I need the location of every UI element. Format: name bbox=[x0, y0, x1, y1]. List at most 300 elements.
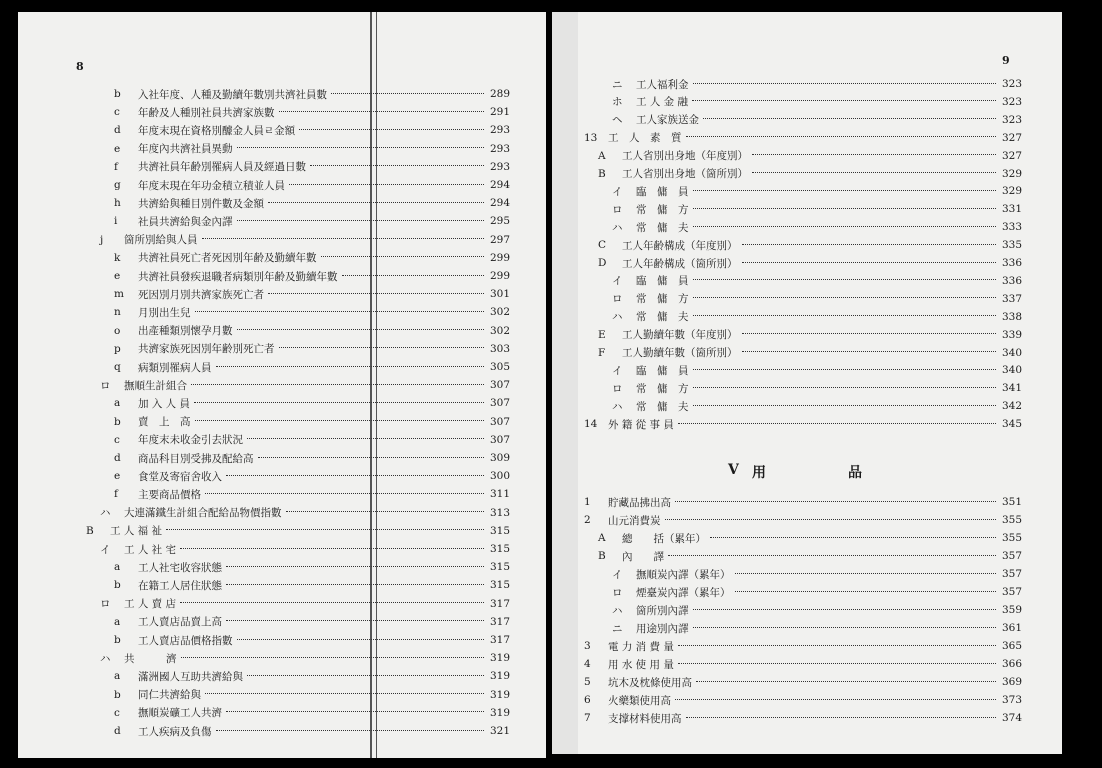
dot-leader bbox=[299, 128, 484, 130]
entry-title: 常 傭 方 bbox=[636, 382, 689, 395]
entry-page-number: 315 bbox=[489, 543, 510, 555]
dot-leader bbox=[742, 332, 997, 334]
entry-page-number: 315 bbox=[489, 579, 510, 592]
section-title-part: 品 bbox=[848, 465, 864, 481]
toc-entry bbox=[612, 219, 1022, 235]
toc-entry bbox=[114, 468, 510, 484]
entry-title: 工人家族送金 bbox=[636, 114, 699, 127]
dot-leader bbox=[665, 518, 997, 520]
toc-entry bbox=[100, 650, 510, 666]
entry-marker: B bbox=[86, 524, 94, 537]
entry-marker: h bbox=[114, 197, 121, 210]
entry-marker: ヘ bbox=[612, 114, 623, 127]
entry-marker: e bbox=[114, 270, 121, 282]
toc-entry bbox=[114, 304, 510, 320]
entry-page-number: 357 bbox=[1001, 586, 1022, 598]
entry-marker: A bbox=[598, 532, 606, 544]
entry-title: 工 人 素 質 bbox=[608, 132, 682, 145]
toc-entry bbox=[114, 559, 510, 575]
entry-page-number: 317 bbox=[489, 615, 510, 628]
toc-entry bbox=[114, 668, 510, 684]
dot-leader bbox=[237, 219, 485, 221]
page-number: 9 bbox=[1002, 54, 1010, 67]
entry-title: 總 括（累年） bbox=[622, 532, 706, 545]
dot-leader bbox=[693, 608, 997, 610]
dot-leader bbox=[693, 368, 997, 370]
dot-leader bbox=[678, 422, 996, 424]
dot-leader bbox=[205, 492, 484, 494]
dot-leader bbox=[226, 619, 484, 621]
entry-title: 共濟社員死亡者死因別年齢及勤續年數 bbox=[138, 252, 317, 265]
entry-page-number: 329 bbox=[1001, 167, 1022, 180]
toc-entry bbox=[612, 94, 1022, 110]
dot-leader bbox=[693, 225, 997, 227]
dot-leader bbox=[693, 626, 997, 628]
toc-entry bbox=[100, 377, 510, 393]
toc-entry bbox=[114, 177, 510, 193]
toc-entry bbox=[598, 237, 1022, 253]
entry-title: 出產種類別懷孕月數 bbox=[138, 325, 233, 338]
toc-entry bbox=[114, 614, 510, 630]
dot-leader bbox=[310, 164, 484, 166]
entry-title: 電 力 消 費 量 bbox=[608, 640, 674, 653]
toc-entry bbox=[114, 450, 510, 466]
entry-title: 工人賣店品價格指數 bbox=[138, 634, 233, 647]
toc-entry bbox=[584, 692, 1022, 708]
entry-page-number: 299 bbox=[489, 270, 510, 282]
entry-marker: b bbox=[114, 579, 121, 592]
entry-page-number: 319 bbox=[489, 670, 510, 683]
entry-marker: 6 bbox=[584, 694, 591, 706]
toc-entry bbox=[584, 130, 1022, 146]
entry-title: 工人省別出身地（年度別） bbox=[622, 150, 748, 163]
entry-page-number: 361 bbox=[1001, 622, 1022, 634]
entry-title: 加 入 人 員 bbox=[138, 397, 191, 410]
toc-entry bbox=[114, 250, 510, 266]
toc-entry bbox=[114, 268, 510, 284]
entry-marker: ハ bbox=[612, 221, 623, 234]
entry-title: 工人年齢構成（箇所別） bbox=[622, 257, 738, 270]
entry-marker: a bbox=[114, 670, 121, 683]
entry-marker: 5 bbox=[584, 676, 591, 688]
toc-entry bbox=[584, 494, 1022, 510]
entry-title: 常 傭 方 bbox=[636, 203, 689, 216]
entry-page-number: 373 bbox=[1001, 694, 1022, 706]
left-page bbox=[18, 12, 546, 758]
toc-entry bbox=[612, 309, 1022, 325]
entry-page-number: 335 bbox=[1001, 239, 1022, 252]
entry-page-number: 327 bbox=[1001, 149, 1022, 162]
entry-page-number: 301 bbox=[489, 288, 510, 301]
entry-marker: B bbox=[598, 550, 606, 562]
toc-entry bbox=[114, 414, 510, 430]
entry-page-number: 341 bbox=[1001, 382, 1022, 395]
entry-page-number: 313 bbox=[489, 506, 510, 519]
entry-title: 工人賣店品賣上高 bbox=[138, 616, 222, 629]
toc-entry bbox=[114, 359, 510, 375]
entry-page-number: 307 bbox=[489, 397, 510, 410]
entry-page-number: 342 bbox=[1001, 400, 1022, 413]
entry-title: 箇所別內譯 bbox=[636, 604, 689, 617]
entry-marker: ロ bbox=[612, 293, 623, 306]
entry-marker: b bbox=[114, 415, 121, 428]
toc-entry bbox=[114, 159, 510, 175]
entry-marker: d bbox=[114, 124, 121, 137]
toc-entry bbox=[612, 291, 1022, 307]
entry-page-number: 317 bbox=[489, 597, 510, 610]
entry-title: 煙臺炭內譯（累年） bbox=[636, 586, 731, 599]
dot-leader bbox=[216, 365, 485, 367]
entry-title: 賣 上 高 bbox=[138, 416, 191, 429]
entry-page-number: 293 bbox=[489, 142, 510, 155]
toc-entry bbox=[114, 486, 510, 502]
entry-page-number: 355 bbox=[1001, 514, 1022, 526]
dot-leader bbox=[226, 565, 484, 567]
entry-marker: e bbox=[114, 142, 121, 155]
toc-entry bbox=[114, 213, 510, 229]
entry-marker: f bbox=[114, 488, 118, 501]
entry-marker: a bbox=[114, 561, 121, 574]
entry-page-number: 338 bbox=[1001, 310, 1022, 323]
entry-marker: c bbox=[114, 433, 120, 446]
dot-leader bbox=[668, 554, 996, 556]
entry-page-number: 355 bbox=[1001, 532, 1022, 544]
dot-leader bbox=[279, 346, 485, 348]
entry-title: 工 人 賣 店 bbox=[124, 598, 177, 611]
entry-title: 同仁共濟給與 bbox=[138, 689, 201, 702]
entry-title: 工 人 福 祉 bbox=[110, 525, 163, 538]
entry-page-number: 336 bbox=[1001, 274, 1022, 287]
entry-marker: ロ bbox=[100, 598, 111, 611]
toc-entry bbox=[114, 195, 510, 211]
dot-leader bbox=[678, 662, 996, 664]
dot-leader bbox=[742, 261, 997, 263]
toc-entry bbox=[114, 632, 510, 648]
entry-title: 共濟給與種目別件數及金額 bbox=[138, 197, 264, 210]
entry-page-number: 365 bbox=[1001, 640, 1022, 652]
toc-entry bbox=[598, 255, 1022, 271]
entry-page-number: 291 bbox=[489, 106, 510, 119]
entry-page-number: 315 bbox=[489, 524, 510, 537]
toc-entry bbox=[612, 584, 1022, 600]
dot-leader bbox=[735, 590, 997, 592]
entry-page-number: 333 bbox=[1001, 221, 1022, 234]
entry-page-number: 294 bbox=[489, 179, 510, 191]
toc-entry bbox=[612, 362, 1022, 378]
entry-page-number: 307 bbox=[489, 379, 510, 392]
entry-page-number: 307 bbox=[489, 433, 510, 446]
entry-page-number: 340 bbox=[1001, 346, 1022, 359]
toc-entry bbox=[114, 687, 510, 703]
entry-marker: m bbox=[114, 288, 124, 301]
dot-leader bbox=[742, 350, 997, 352]
toc-entry bbox=[584, 416, 1022, 432]
dot-leader bbox=[180, 601, 484, 603]
toc-entry bbox=[584, 638, 1022, 654]
dot-leader bbox=[195, 419, 485, 421]
entry-page-number: 369 bbox=[1001, 676, 1022, 688]
toc-entry bbox=[114, 723, 510, 739]
entry-page-number: 327 bbox=[1001, 131, 1022, 144]
entry-title: 年度末現在年功金積立積並人員 bbox=[138, 179, 285, 192]
entry-page-number: 357 bbox=[1001, 568, 1022, 580]
dot-leader bbox=[752, 153, 996, 155]
entry-title: 內 譯 bbox=[622, 550, 664, 563]
entry-title: 常 傭 夫 bbox=[636, 400, 689, 413]
entry-marker: イ bbox=[612, 275, 623, 288]
entry-marker: ロ bbox=[612, 586, 623, 599]
toc-entry bbox=[100, 541, 510, 557]
entry-marker: ニ bbox=[612, 622, 623, 635]
entry-page-number: 297 bbox=[489, 233, 510, 246]
entry-marker: d bbox=[114, 725, 121, 737]
entry-page-number: 303 bbox=[489, 342, 510, 355]
page-number: 8 bbox=[76, 60, 84, 73]
entry-marker: ハ bbox=[612, 400, 623, 413]
entry-title: 死因別月別共濟家族死亡者 bbox=[138, 288, 264, 301]
entry-title: 工人社宅收容狀態 bbox=[138, 561, 222, 574]
dot-leader bbox=[237, 638, 485, 640]
toc-entry bbox=[612, 566, 1022, 582]
entry-page-number: 345 bbox=[1001, 418, 1022, 431]
entry-marker: ハ bbox=[612, 311, 623, 324]
toc-entry bbox=[584, 512, 1022, 528]
dot-leader bbox=[703, 117, 996, 119]
toc-entry bbox=[598, 148, 1022, 164]
dot-leader bbox=[202, 237, 485, 239]
entry-page-number: 340 bbox=[1001, 364, 1022, 377]
dot-leader bbox=[268, 201, 484, 203]
toc-entry bbox=[612, 620, 1022, 636]
dot-leader bbox=[237, 146, 485, 148]
entry-page-number: 323 bbox=[1001, 95, 1022, 108]
entry-title: 外 籍 從 事 員 bbox=[608, 418, 674, 431]
entry-title: 年度末未收金引去狀況 bbox=[138, 434, 243, 447]
entry-page-number: 351 bbox=[1001, 496, 1022, 508]
entry-title: 臨 傭 員 bbox=[636, 364, 689, 377]
entry-title: 滿洲國人互助共濟給與 bbox=[138, 670, 243, 683]
entry-marker: b bbox=[114, 88, 121, 100]
entry-page-number: 299 bbox=[489, 251, 510, 264]
entry-page-number: 319 bbox=[489, 652, 510, 665]
dot-leader bbox=[686, 135, 997, 137]
entry-marker: c bbox=[114, 706, 120, 719]
dot-leader bbox=[693, 189, 997, 191]
entry-marker: c bbox=[114, 106, 120, 119]
toc-entry bbox=[584, 710, 1022, 726]
entry-marker: ハ bbox=[100, 507, 111, 520]
entry-marker: E bbox=[598, 328, 606, 341]
entry-title: 臨 傭 員 bbox=[636, 185, 689, 198]
entry-title: 火藥類使用高 bbox=[608, 694, 671, 707]
toc-entry bbox=[612, 380, 1022, 396]
entry-marker: a bbox=[114, 397, 121, 410]
entry-title: 坑木及枕條使用高 bbox=[608, 676, 692, 689]
toc-entry bbox=[612, 76, 1022, 92]
dot-leader bbox=[693, 207, 997, 209]
dot-leader bbox=[194, 401, 484, 403]
entry-marker: a bbox=[114, 615, 121, 628]
dot-leader bbox=[258, 456, 485, 458]
entry-title: 用途別內譯 bbox=[636, 622, 689, 635]
section-title-part: 用 bbox=[752, 465, 768, 481]
entry-marker: イ bbox=[612, 364, 623, 377]
toc-entry bbox=[584, 656, 1022, 672]
entry-title: 常 傭 夫 bbox=[636, 221, 689, 234]
entry-title: 常 傭 方 bbox=[636, 293, 689, 306]
toc-entry bbox=[114, 104, 510, 120]
entry-page-number: 311 bbox=[489, 488, 510, 501]
entry-title: 共濟社員發疾退職者病類別年齢及勤續年數 bbox=[138, 270, 338, 283]
dot-leader bbox=[675, 500, 996, 502]
entry-title: 工人省別出身地（箇所別） bbox=[622, 168, 748, 180]
toc-entry bbox=[612, 602, 1022, 618]
toc-entry bbox=[598, 166, 1022, 182]
entry-marker: 7 bbox=[584, 712, 591, 724]
toc-entry bbox=[114, 141, 510, 157]
entry-page-number: 300 bbox=[489, 470, 510, 483]
entry-page-number: 302 bbox=[489, 324, 510, 337]
dot-leader bbox=[226, 583, 484, 585]
entry-page-number: 323 bbox=[1001, 113, 1022, 126]
toc-entry bbox=[598, 548, 1022, 564]
entry-title: 共濟家族死因別年齢別死亡者 bbox=[138, 343, 275, 356]
entry-marker: ホ bbox=[612, 96, 623, 109]
entry-title: 工人年齢構成（年度別） bbox=[622, 239, 738, 252]
toc-entry bbox=[114, 577, 510, 593]
toc-entry bbox=[114, 86, 510, 102]
dot-leader bbox=[735, 572, 997, 574]
entry-marker: D bbox=[598, 257, 607, 269]
dot-leader bbox=[237, 328, 485, 330]
toc-entry bbox=[612, 112, 1022, 128]
toc-entry bbox=[100, 232, 510, 248]
dot-leader bbox=[342, 274, 485, 276]
entry-marker: n bbox=[114, 306, 121, 319]
entry-page-number: 293 bbox=[489, 160, 510, 173]
dot-leader bbox=[693, 296, 997, 298]
entry-title: 工 人 金 融 bbox=[636, 96, 689, 109]
entry-title: 年齢及人種別社員共濟家族數 bbox=[138, 106, 275, 119]
dot-leader bbox=[331, 92, 484, 94]
toc-entry bbox=[100, 596, 510, 612]
entry-marker: j bbox=[100, 233, 104, 246]
toc-entry bbox=[114, 395, 510, 411]
entry-marker: ハ bbox=[100, 652, 111, 665]
entry-marker: 1 bbox=[584, 496, 591, 508]
entry-marker: 4 bbox=[584, 658, 591, 670]
toc-entry bbox=[100, 505, 510, 521]
entry-marker: b bbox=[114, 688, 121, 701]
entry-page-number: 289 bbox=[489, 88, 510, 100]
toc-entry bbox=[584, 674, 1022, 690]
toc-entry bbox=[612, 398, 1022, 414]
dot-leader bbox=[678, 644, 996, 646]
toc-entry bbox=[612, 273, 1022, 289]
dot-leader bbox=[686, 716, 997, 718]
dot-leader bbox=[752, 171, 996, 173]
toc-entry bbox=[598, 530, 1022, 546]
dot-leader bbox=[289, 183, 484, 185]
entry-title: 撫順生計組合 bbox=[124, 379, 187, 392]
entry-marker: k bbox=[114, 251, 121, 264]
entry-title: 撫順炭礦工人共濟 bbox=[138, 707, 222, 720]
entry-marker: ロ bbox=[612, 382, 623, 395]
entry-page-number: 359 bbox=[1001, 604, 1022, 616]
entry-title: 主要商品價格 bbox=[138, 488, 201, 501]
entry-page-number: 309 bbox=[489, 452, 510, 464]
entry-title: 工人疾病及負傷 bbox=[138, 725, 212, 738]
toc-entry bbox=[114, 705, 510, 721]
entry-title: 常 傭 夫 bbox=[636, 311, 689, 324]
entry-title: 山元消費炭 bbox=[608, 514, 661, 527]
entry-title: 工人福利金 bbox=[636, 78, 689, 91]
dot-leader bbox=[181, 656, 485, 658]
dot-leader bbox=[710, 536, 996, 538]
entry-page-number: 294 bbox=[489, 197, 510, 210]
dot-leader bbox=[692, 99, 996, 101]
toc-entry bbox=[114, 122, 510, 138]
entry-page-number: 307 bbox=[489, 415, 510, 428]
entry-marker: イ bbox=[100, 543, 111, 556]
entry-page-number: 293 bbox=[489, 124, 510, 137]
entry-title: 共濟社員年齢別罹病人員及經過日數 bbox=[138, 161, 306, 174]
entry-title: 工 人 社 宅 bbox=[124, 543, 177, 556]
dot-leader bbox=[216, 729, 485, 731]
dot-leader bbox=[675, 698, 996, 700]
entry-page-number: 374 bbox=[1001, 712, 1022, 724]
entry-title: 工人勤續年數（箇所別） bbox=[622, 347, 738, 359]
entry-page-number: 329 bbox=[1001, 185, 1022, 198]
entry-title: 箇所別給與人員 bbox=[124, 234, 198, 247]
entry-title: 社員共濟給與金內譯 bbox=[138, 215, 233, 228]
right-page bbox=[552, 12, 1062, 754]
toc-entry bbox=[612, 183, 1022, 199]
dot-leader bbox=[286, 510, 485, 512]
toc-entry bbox=[612, 201, 1022, 217]
entry-title: 年度內共濟社員異動 bbox=[138, 143, 233, 156]
entry-page-number: 336 bbox=[1001, 257, 1022, 269]
entry-page-number: 323 bbox=[1001, 78, 1022, 90]
entry-page-number: 331 bbox=[1001, 203, 1022, 216]
entry-marker: ロ bbox=[100, 379, 111, 392]
entry-marker: 13 bbox=[584, 131, 598, 144]
entry-marker: e bbox=[114, 470, 121, 483]
entry-marker: b bbox=[114, 634, 121, 646]
entry-page-number: 357 bbox=[1001, 550, 1022, 562]
entry-title: 年度末現在資格別醵金人員ㄹ金額 bbox=[138, 124, 296, 137]
dot-leader bbox=[693, 82, 997, 84]
entry-title: 貯藏品拂出高 bbox=[608, 496, 671, 509]
entry-title: 病類別罹病人員 bbox=[138, 361, 212, 374]
entry-marker: C bbox=[598, 239, 607, 252]
entry-title: 共 濟 bbox=[124, 652, 177, 665]
entry-marker: i bbox=[114, 215, 118, 228]
dot-leader bbox=[696, 680, 996, 682]
entry-title: 用 水 使 用 量 bbox=[608, 658, 674, 671]
dot-leader bbox=[226, 710, 484, 712]
entry-page-number: 337 bbox=[1001, 292, 1022, 305]
entry-page-number: 305 bbox=[489, 361, 510, 373]
entry-marker: f bbox=[114, 160, 118, 173]
entry-marker: 2 bbox=[584, 514, 591, 526]
dot-leader bbox=[321, 255, 485, 257]
entry-marker: 14 bbox=[584, 418, 598, 431]
entry-marker: q bbox=[114, 361, 121, 373]
entry-title: 工人勤續年數（年度別） bbox=[622, 329, 738, 342]
entry-title: 在籍工人居住狀態 bbox=[138, 579, 222, 592]
entry-page-number: 339 bbox=[1001, 328, 1022, 341]
